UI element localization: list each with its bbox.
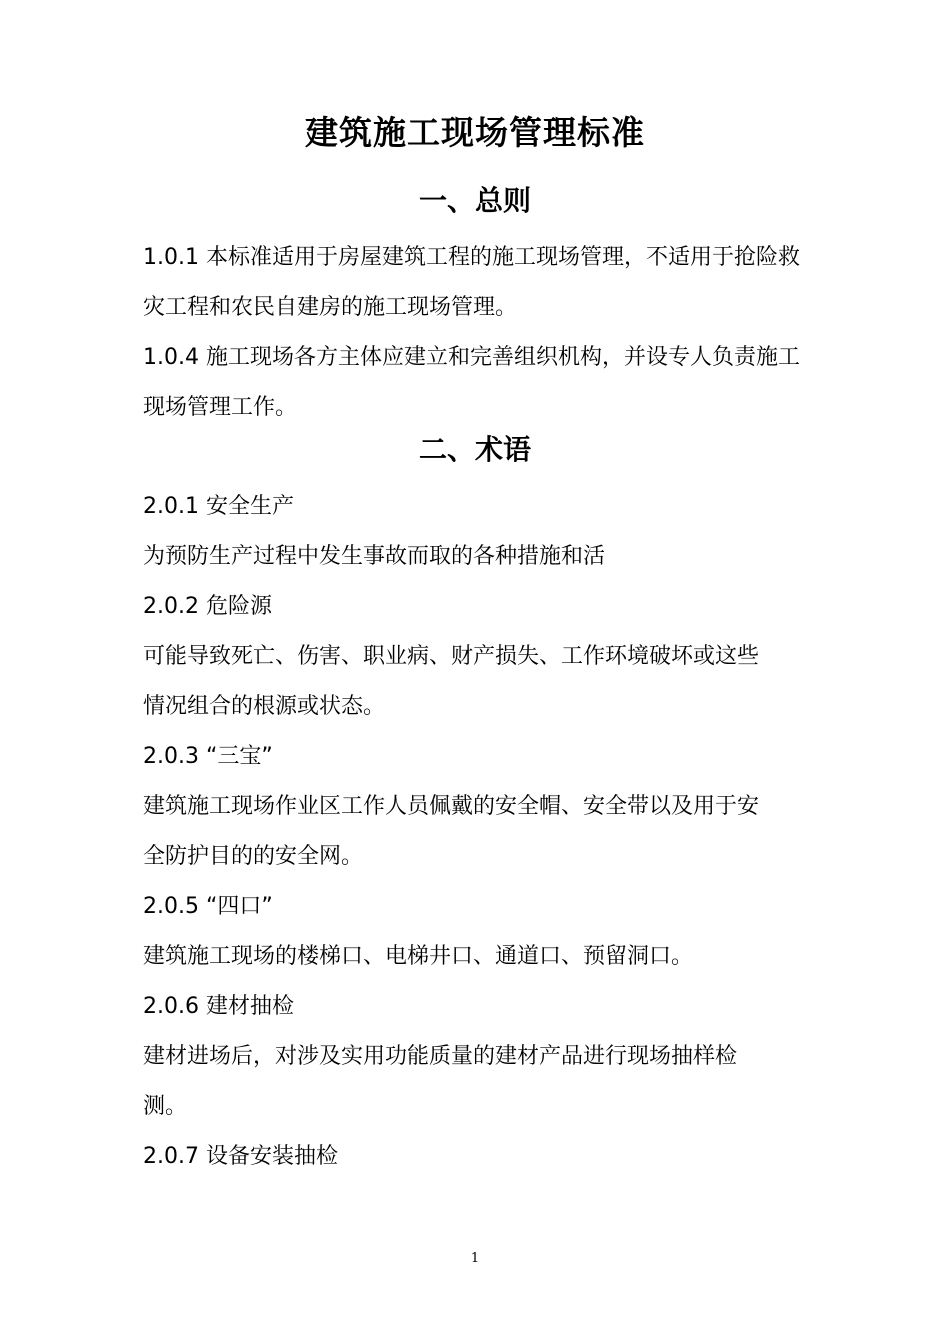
paragraph-line: 灾工程和农民自建房的施工现场管理。 [143,295,518,320]
term-code: 2.0.3 “三宝” [143,744,273,769]
section-heading-general: 一、总则 [418,184,531,217]
term-code: 2.0.2 危险源 [143,594,272,619]
term-code: 2.0.1 安全生产 [143,494,294,519]
section-heading-terms: 二、术语 [418,433,531,466]
term-definition: 建筑施工现场作业区工作人员佩戴的安全帽、安全带以及用于安 [143,794,760,819]
term-code: 2.0.6 建材抽检 [143,994,294,1019]
document-title: 建筑施工现场管理标准 [305,113,645,152]
term-definition: 情况组合的根源或状态。 [143,694,386,719]
term-definition: 可能导致死亡、伤害、职业病、财产损失、工作环境破坏或这些 [143,644,760,669]
term-definition: 测。 [143,1094,188,1119]
page-number: 1 [470,1251,480,1266]
term-code: 2.0.7 设备安装抽检 [143,1144,338,1169]
term-definition: 建筑施工现场的楼梯口、电梯井口、通道口、预留洞口。 [143,944,694,969]
section-body-terms [143,482,813,1182]
term-definition: 建材进场后，对涉及实用功能质量的建材产品进行现场抽样检 [143,1044,738,1069]
term-code: 2.0.5 “四口” [143,894,273,919]
term-definition: 为预防生产过程中发生事故而取的各种措施和活 [143,544,606,569]
paragraph-line: 1.0.4 施工现场各方主体应建立和完善组织机构，并设专人负责施工 [143,345,800,370]
term-definition: 全防护目的的安全网。 [143,844,364,869]
section-body-general [143,233,813,433]
paragraph-line: 1.0.1 本标准适用于房屋建筑工程的施工现场管理，不适用于抢险救 [143,245,800,270]
paragraph-line: 现场管理工作。 [143,395,298,420]
